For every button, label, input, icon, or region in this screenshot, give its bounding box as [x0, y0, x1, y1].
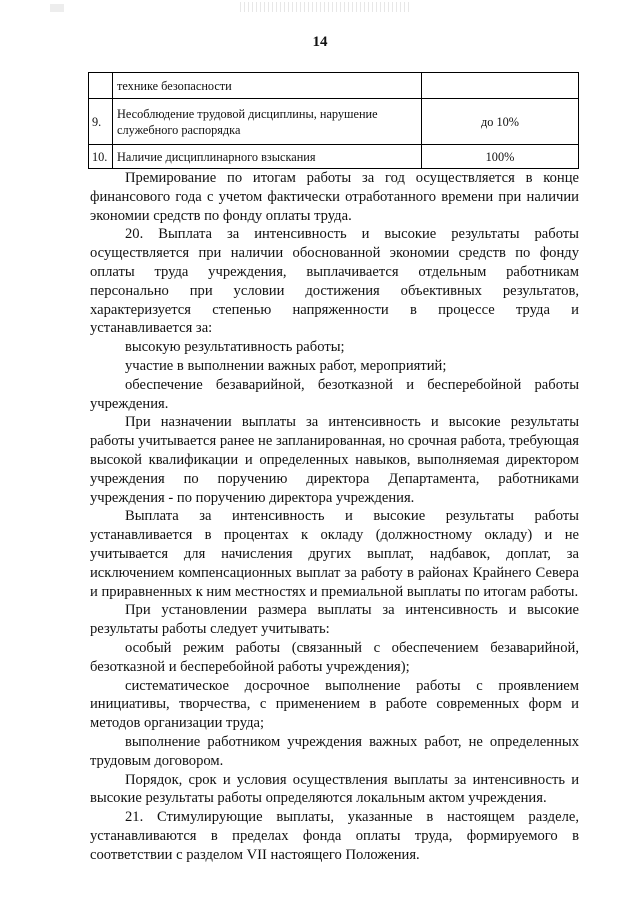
row-name: технике безопасности — [113, 73, 422, 99]
table-row — [89, 99, 579, 145]
paragraph: 21. Стимулирующие выплаты, указанные в настоящем разделе, устанавливаются в пределах фонда оплаты труда, формируемого в соответствии с разделом VII настоящего Положения. — [90, 809, 579, 863]
paragraph: выполнение работником учреждения важных работ, не определенных трудовым договором. — [90, 733, 579, 769]
paragraph: 20. Выплата за интенсивность и высокие результаты работы осуществляется при наличии обоснованной экономии средств по фонду оплаты труда учреждения, выплачивается отдельным работникам персонально при условии достижения объективных результатов, характеризуется степенью напряженности в процессе труда и устанавливается за: — [90, 226, 579, 337]
row-number: 10. — [89, 145, 113, 169]
paragraph: особый режим работы (связанный с обеспечением безаварийной, безотказной и бесперебойной работы учреждения); — [90, 639, 579, 675]
paragraph: Премирование по итогам работы за год осуществляется в конце финансового года с учетом фактически отработанного времени при наличии экономии средств по фонду оплаты труда. — [90, 170, 579, 224]
scan-noise — [240, 2, 410, 12]
scan-noise — [50, 4, 64, 12]
page-number: 14 — [312, 34, 328, 50]
row-value: 100% — [422, 145, 579, 169]
paragraph: Порядок, срок и условия осуществления выплаты за интенсивность и высокие результаты работы определяются локальным актом учреждения. — [90, 771, 579, 807]
row-name: Наличие дисциплинарного взыскания — [113, 145, 422, 169]
row-number — [89, 73, 113, 99]
criteria-table — [88, 72, 579, 169]
table-row — [89, 73, 579, 99]
paragraph: При установлении размера выплаты за интенсивность и высокие результаты работы следует учитывать: — [90, 602, 579, 638]
table-row — [89, 145, 579, 169]
paragraph: Выплата за интенсивность и высокие результаты работы устанавливается в процентах к окладу (должностному окладу) и не учитывается для начисления других выплат, надбавок, доплат, за исключением компенсационных выплат за работу в районах Крайнего Севера и приравненных к ним местностях и премиальной выплаты по итогам работы. — [90, 508, 579, 600]
row-number: 9. — [89, 99, 113, 145]
paragraph: систематическое досрочное выполнение работы с проявлением инициативы, творчества, с применением в работе современных форм и методов организации труда; — [90, 677, 579, 732]
row-name: Несоблюдение трудовой дисциплины, нарушение служебного распорядка — [113, 99, 422, 145]
row-value — [422, 73, 579, 99]
paragraph: участие в выполнении важных работ, мероприятий; — [125, 357, 447, 374]
paragraph: При назначении выплаты за интенсивность и высокие результаты работы учитывается ранее не запланированная, но срочная работа, требующая высокой квалификации и определенных навыков, выполняемая директором учреждения по поручению директора Департамента, работниками учреждения - по поручению директора учреждения. — [90, 414, 579, 506]
paragraph: высокую результативность работы; — [125, 339, 345, 356]
document-body — [90, 169, 579, 864]
row-value: до 10% — [422, 99, 579, 145]
paragraph: обеспечение безаварийной, безотказной и бесперебойной работы учреждения. — [90, 376, 579, 412]
